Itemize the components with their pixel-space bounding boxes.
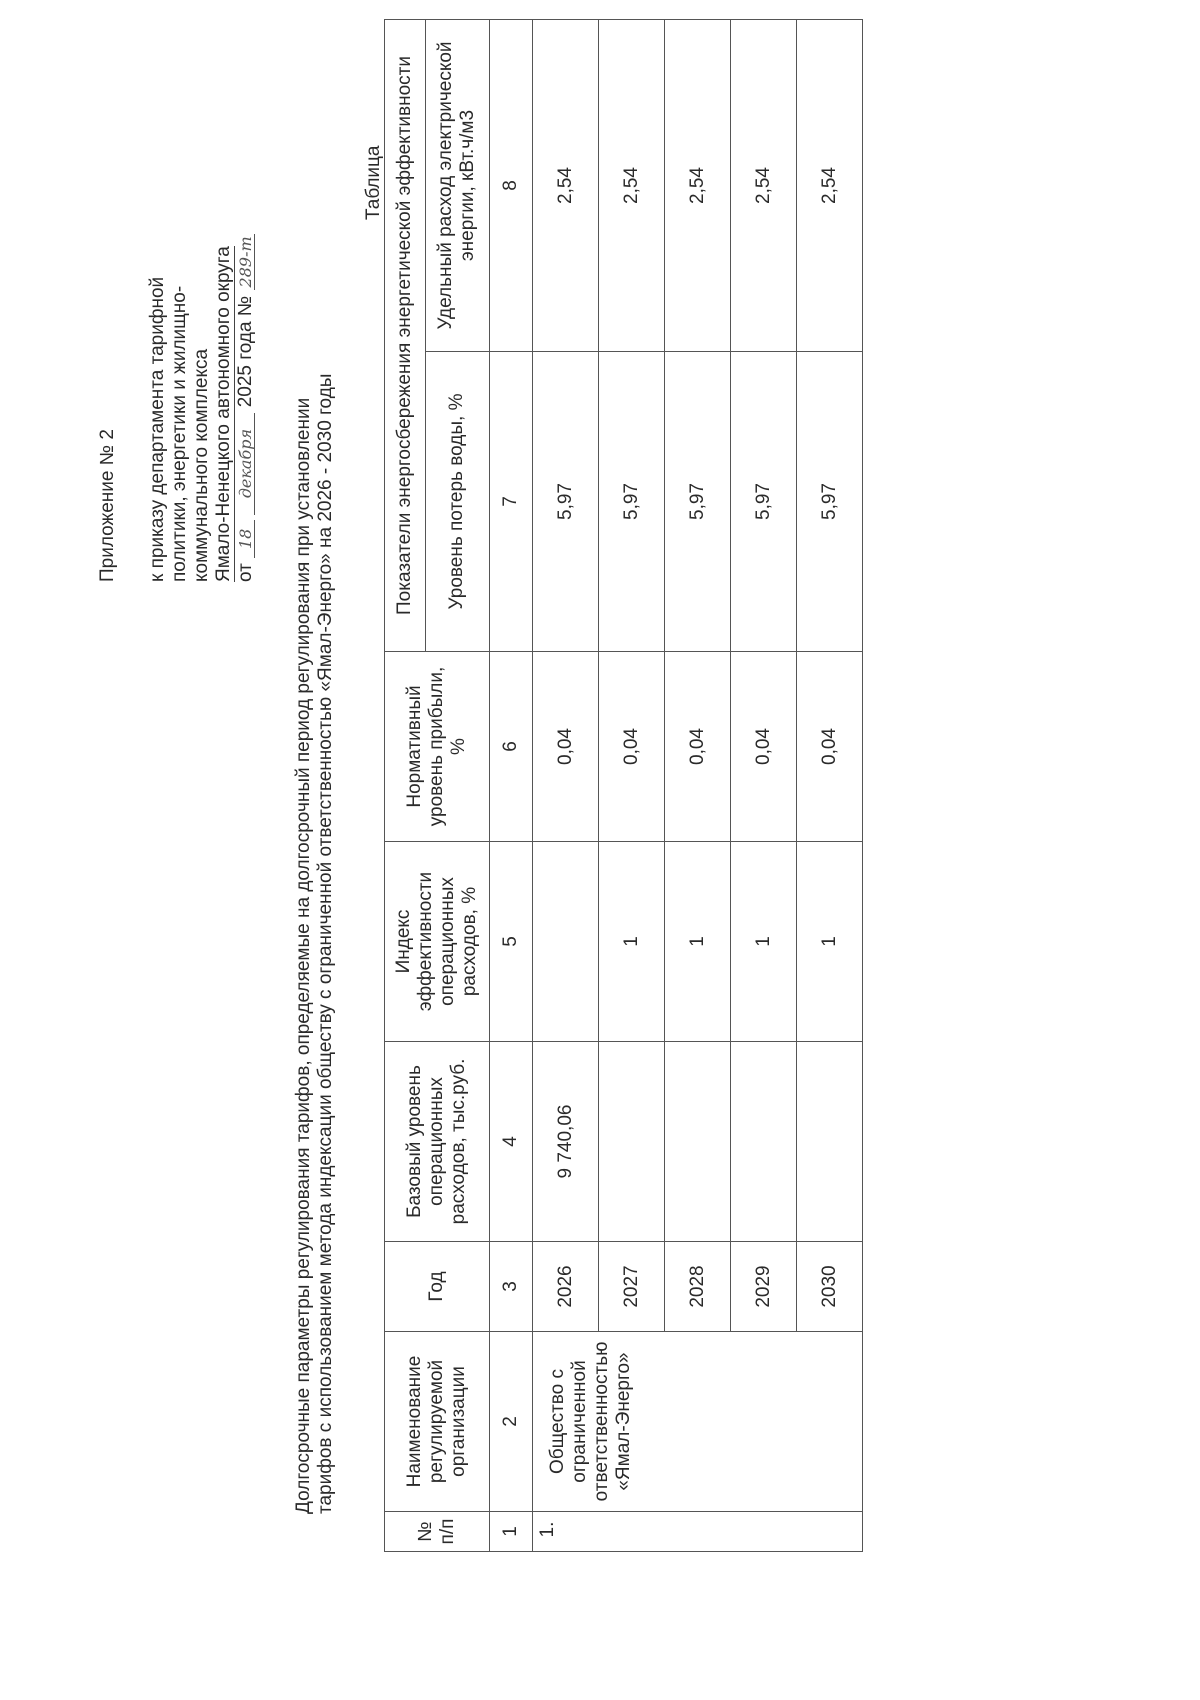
cell-year: 2028 bbox=[665, 1242, 731, 1332]
table-row bbox=[599, 19, 665, 1551]
cell-year: 2029 bbox=[731, 1242, 797, 1332]
cell-profit-level: 0,04 bbox=[533, 652, 599, 842]
row-npp: 1. bbox=[533, 1512, 863, 1552]
cell-energy-consumption: 2,54 bbox=[599, 19, 665, 351]
table-row bbox=[797, 19, 863, 1551]
order-date-line bbox=[235, 22, 257, 582]
order-line-4 bbox=[213, 22, 235, 582]
header-base-costs: Базовый уровень операционных расходов, тыс.руб. bbox=[385, 1042, 490, 1242]
cell-year: 2026 bbox=[533, 1242, 599, 1332]
cell-base-costs: 9 740,06 bbox=[533, 1042, 599, 1242]
cell-efficiency-index: 1 bbox=[731, 842, 797, 1042]
column-number: 3 bbox=[490, 1242, 533, 1332]
cell-water-loss: 5,97 bbox=[665, 352, 731, 652]
column-number: 7 bbox=[490, 352, 533, 652]
heading-line-1: Долгосрочные параметры регулирования тарифов, определяемые на долгосрочный период регулирования при установлении bbox=[293, 397, 314, 1514]
cell-year: 2027 bbox=[599, 1242, 665, 1332]
order-day-handwritten: 18 bbox=[238, 520, 255, 558]
order-number-handwritten: 289-т bbox=[238, 234, 255, 290]
order-line-2: политики, энергетики и жилищно- bbox=[169, 285, 190, 582]
annex-title: Приложение № 2 bbox=[97, 429, 118, 582]
order-region: Ямало-Ненецкого автономного округа bbox=[213, 246, 234, 582]
column-number: 5 bbox=[490, 842, 533, 1042]
order-month-handwritten: декабря bbox=[238, 413, 255, 515]
table-row bbox=[665, 19, 731, 1551]
column-number: 1 bbox=[490, 1512, 533, 1552]
cell-efficiency-index: 1 bbox=[665, 842, 731, 1042]
cell-profit-level: 0,04 bbox=[731, 652, 797, 842]
order-from: от bbox=[235, 563, 256, 582]
cell-profit-level: 0,04 bbox=[599, 652, 665, 842]
table-row bbox=[533, 19, 599, 1551]
header-water-loss: Уровень потерь воды, % bbox=[425, 352, 489, 652]
cell-water-loss: 5,97 bbox=[797, 352, 863, 652]
cell-water-loss: 5,97 bbox=[533, 352, 599, 652]
order-line-1: к приказу департамента тарифной bbox=[147, 276, 168, 582]
cell-efficiency-index: 1 bbox=[797, 842, 863, 1042]
cell-profit-level: 0,04 bbox=[665, 652, 731, 842]
header-org: Наименование регулируемой организации bbox=[385, 1332, 490, 1512]
cell-energy-consumption: 2,54 bbox=[665, 19, 731, 351]
header-energy-consumption: Удельный расход электрической энергии, кВт.ч/м3 bbox=[425, 19, 489, 351]
cell-base-costs bbox=[731, 1042, 797, 1242]
header-energy-group: Показатели энергосбережения энергетической эффективности bbox=[385, 19, 426, 651]
header-efficiency-index: Индекс эффективности операционных расходов, % bbox=[385, 842, 490, 1042]
cell-base-costs bbox=[797, 1042, 863, 1242]
header-profit-level: Нормативный уровень прибыли, % bbox=[385, 652, 490, 842]
cell-base-costs bbox=[665, 1042, 731, 1242]
cell-year: 2030 bbox=[797, 1242, 863, 1332]
cell-energy-consumption: 2,54 bbox=[797, 19, 863, 351]
table-label: Таблица bbox=[363, 145, 384, 220]
column-number: 6 bbox=[490, 652, 533, 842]
column-number: 8 bbox=[490, 19, 533, 351]
order-reference bbox=[147, 22, 257, 582]
cell-water-loss: 5,97 bbox=[731, 352, 797, 652]
cell-energy-consumption: 2,54 bbox=[533, 19, 599, 351]
cell-energy-consumption: 2,54 bbox=[731, 19, 797, 351]
order-line-3: коммунального комплекса bbox=[191, 348, 212, 582]
cell-base-costs bbox=[599, 1042, 665, 1242]
cell-efficiency-index bbox=[533, 842, 599, 1042]
cell-efficiency-index: 1 bbox=[599, 842, 665, 1042]
header-row bbox=[385, 19, 426, 1551]
header-year: Год bbox=[385, 1242, 490, 1332]
column-number-row bbox=[490, 19, 533, 1551]
table-row bbox=[731, 19, 797, 1551]
parameters-table bbox=[384, 19, 863, 1552]
header-npp: № п/п bbox=[385, 1512, 490, 1552]
column-number: 4 bbox=[490, 1042, 533, 1242]
row-org-name: Общество с ограниченной ответственностью «Ямал-Энерго» bbox=[533, 1332, 863, 1512]
cell-water-loss: 5,97 bbox=[599, 352, 665, 652]
heading-line-2: тарифов с использованием метода индексации обществу с ограниченной ответственностью «Ямал-Энерго» на 2026 - 2030 годы bbox=[315, 373, 336, 1514]
column-number: 2 bbox=[490, 1332, 533, 1512]
document-heading bbox=[293, 194, 337, 1514]
cell-profit-level: 0,04 bbox=[797, 652, 863, 842]
order-year-text: 2025 года № bbox=[235, 295, 256, 408]
